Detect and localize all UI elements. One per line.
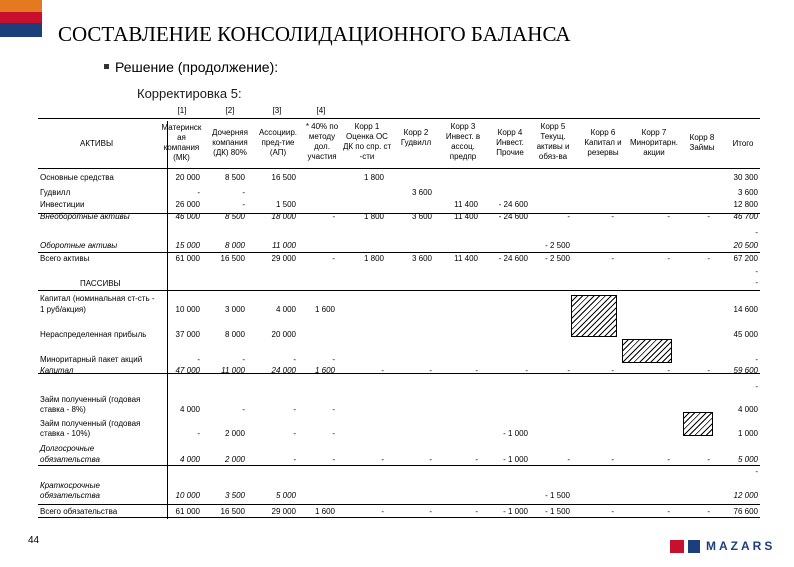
colnum-3: [3] (272, 106, 282, 115)
cell-lt-5: - (429, 455, 432, 464)
cell-total_liab-12: 76 600 (733, 507, 758, 516)
cell-capital_total-11: - (707, 366, 710, 375)
cell-capital_total-0: 47 000 (175, 366, 200, 375)
cell-total_assets-8: - 2 500 (545, 254, 570, 263)
total-dash-4: - (755, 382, 758, 391)
cell-total_assets-3: - (332, 254, 335, 263)
label-os: Основные средства (40, 173, 114, 182)
cell-lt-2: - (293, 455, 296, 464)
cell-current-12: 20 500 (733, 241, 758, 250)
cell-goodwill-0: - (197, 188, 200, 197)
label-invest: Инвестиции (40, 200, 85, 209)
logo-stripe-blue (0, 23, 42, 37)
cell-total_liab-10: - (667, 507, 670, 516)
cell-total_liab-6: - (475, 507, 478, 516)
header-corr3: Корр 3 Инвест. в ассоц. предпр (445, 122, 481, 161)
label-capital-2: 1 руб/акция) (40, 305, 86, 314)
cell-lt-4: - (381, 455, 384, 464)
label-lt-1: Долгосрочные (40, 444, 95, 453)
cell-noncurrent-10: - (667, 212, 670, 221)
cell-lt-8: - (567, 455, 570, 464)
cell-noncurrent-6: 11 400 (454, 212, 478, 221)
table-bottom-rule (38, 517, 760, 518)
brand-name: MAZARS (706, 539, 776, 553)
header-total: Итого (732, 139, 754, 148)
brand-mark-blue (688, 540, 700, 553)
cell-capital_total-2: 24 000 (271, 366, 296, 375)
header-corr1: Корр 1 Оценка ОС ДК по спр. ст -сти (343, 122, 392, 161)
cell-current-1: 8 000 (224, 241, 245, 250)
cell-noncurrent-9: - (611, 212, 614, 221)
cell-lt-1: 2 000 (224, 455, 245, 464)
cell-invest-12: 12 800 (733, 200, 758, 209)
cell-total_assets-9: - (611, 254, 614, 263)
header-dk: Дочерняя компания (ДК) 80% (212, 128, 248, 157)
cell-total_assets-11: - (707, 254, 710, 263)
cell-os-12: 30 300 (733, 173, 758, 182)
cell-invest-2: 1 500 (275, 200, 296, 209)
header-col4: * 40% по методу дол. участия (305, 122, 339, 161)
label-goodwill: Гудвилл (40, 188, 71, 197)
total-dash-1: - (755, 228, 758, 237)
label-current: Оборотные активы (40, 241, 118, 250)
cell-loan8-3: - (332, 405, 335, 414)
cell-loan10-1: 2 000 (224, 429, 245, 438)
label-loan8-1: Займ полученный (годовая (40, 395, 141, 404)
cell-total_assets-10: - (667, 254, 670, 263)
header-ap: Ассоцииp. пред-тие (АП) (258, 128, 298, 157)
cell-retained-0: 37 000 (175, 330, 200, 339)
cell-capital_total-6: - (475, 366, 478, 375)
cell-lt-12: 5 000 (737, 455, 758, 464)
cell-total_liab-1: 16 500 (220, 507, 245, 516)
colnum-1: [1] (177, 106, 187, 115)
hatch-loan (683, 412, 713, 436)
cell-capital_total-12: 59 600 (733, 366, 758, 375)
cell-invest-7: - 24 600 (498, 200, 528, 209)
cell-total_liab-5: - (429, 507, 432, 516)
colnum-2: [2] (225, 106, 235, 115)
cell-lt-3: - (332, 455, 335, 464)
brand-logo (670, 539, 775, 553)
bullet-text: Решение (продолжение): (115, 59, 279, 75)
cell-noncurrent-5: 3 600 (411, 212, 432, 221)
cell-st-12: 12 000 (733, 491, 758, 500)
cell-noncurrent-12: 46 700 (733, 212, 758, 221)
cell-total_liab-7: - 1 000 (503, 507, 528, 516)
total-dash-5: - (755, 467, 758, 476)
cell-st-0: 10 000 (175, 491, 200, 500)
cell-total_liab-4: - (381, 507, 384, 516)
rule-total-assets (38, 252, 760, 253)
cell-capital_total-10: - (667, 366, 670, 375)
cell-loan10-7: - 1 000 (503, 429, 528, 438)
cell-capital_total-4: - (381, 366, 384, 375)
cell-noncurrent-3: - (332, 212, 335, 221)
cell-total_liab-11: - (707, 507, 710, 516)
cell-current-2: 11 000 (272, 241, 296, 250)
cell-total_liab-9: - (611, 507, 614, 516)
rule-longterm (38, 465, 760, 466)
cell-os-4: 1 800 (363, 173, 384, 182)
cell-total_liab-3: 1 600 (314, 507, 335, 516)
cell-capital-0: 10 000 (175, 305, 200, 314)
label-total-assets: Всего активы (40, 254, 90, 263)
header-corr6: Корр 6 Капитал и резервы (584, 128, 622, 157)
cell-total_assets-12: 67 200 (733, 254, 758, 263)
hatch-capital (571, 295, 617, 337)
cell-loan8-2: - (293, 405, 296, 414)
cell-loan8-1: - (242, 405, 245, 414)
label-total-liab: Всего обязательства (40, 507, 118, 516)
cell-invest-6: 11 400 (454, 200, 478, 209)
cell-current-0: 15 000 (175, 241, 200, 250)
cell-capital_total-3: 1 600 (314, 366, 335, 375)
header-corr2: Корр 2 Гудвилл (400, 128, 432, 147)
cell-loan8-0: 4 000 (179, 405, 200, 414)
header-top-rule (38, 118, 760, 119)
subtitle: Корректировка 5: (137, 86, 242, 101)
header-assets: АКТИВЫ (80, 139, 114, 148)
label-minority: Миноритарный пакет акций (40, 355, 143, 364)
cell-lt-10: - (667, 455, 670, 464)
logo-stripe-orange (0, 0, 42, 12)
bullet-icon (104, 64, 109, 69)
cell-goodwill-1: - (242, 188, 245, 197)
label-st-1: Краткосрочные (40, 481, 100, 490)
cell-capital-1: 3 000 (224, 305, 245, 314)
cell-os-0: 20 000 (175, 173, 200, 182)
cell-retained-2: 20 000 (271, 330, 296, 339)
total-dash-3: - (755, 278, 758, 287)
cell-noncurrent-1: 8 500 (224, 212, 245, 221)
cell-capital_total-1: 11 000 (221, 366, 245, 375)
cell-noncurrent-0: 46 000 (175, 212, 200, 221)
cell-lt-11: - (707, 455, 710, 464)
label-capital-1: Капитал (номинальная ст-сть - (40, 294, 155, 303)
cell-noncurrent-2: 18 000 (271, 212, 296, 221)
page-number: 44 (28, 535, 40, 546)
cell-total_assets-6: 11 400 (454, 254, 478, 263)
cell-capital_total-7: - (525, 366, 528, 375)
cell-total_assets-7: - 24 600 (498, 254, 528, 263)
label-noncurrent: Внеоборотные активы (40, 212, 130, 221)
cell-total_assets-5: 3 600 (411, 254, 432, 263)
cell-loan8-12: 4 000 (737, 405, 758, 414)
cell-current-8: - 2 500 (545, 241, 570, 250)
bullet-line (104, 59, 278, 75)
colnum-4: [4] (316, 106, 326, 115)
label-liabilities: ПАССИВЫ (80, 279, 121, 288)
cell-total_assets-2: 29 000 (271, 254, 296, 263)
cell-os-2: 16 500 (271, 173, 296, 182)
label-loan10-2: ставка - 10%) (40, 429, 91, 438)
cell-loan10-12: 1 000 (737, 429, 758, 438)
cell-noncurrent-4: 1 800 (363, 212, 384, 221)
cell-capital_total-9: - (611, 366, 614, 375)
cell-lt-9: - (611, 455, 614, 464)
header-corr8: Корр 8 Займы (689, 133, 715, 152)
cell-total_liab-8: - 1 500 (545, 507, 570, 516)
label-loan10-1: Займ полученный (годовая (40, 419, 141, 428)
cell-minority-1: - (242, 355, 245, 364)
cell-st-1: 3 500 (224, 491, 245, 500)
cell-loan10-3: - (332, 429, 335, 438)
cell-minority-12: - (755, 355, 758, 364)
cell-minority-0: - (197, 355, 200, 364)
page-title: СОСТАВЛЕНИЕ КОНСОЛИДАЦИОННОГО БАЛАНСА (58, 22, 571, 46)
header-corr5: Корр 5 Текущ. активы и обяз-ва (536, 122, 570, 161)
label-loan8-2: ставка - 8%) (40, 405, 86, 414)
cell-minority-3: - (332, 355, 335, 364)
header-mk: Материнск ая компания (МК) (161, 123, 202, 162)
cell-st-2: 5 000 (275, 491, 296, 500)
cell-invest-0: 26 000 (175, 200, 200, 209)
rule-liabilities (38, 290, 760, 291)
cell-total_assets-1: 16 500 (220, 254, 245, 263)
header-bottom-rule (38, 168, 760, 169)
cell-noncurrent-11: - (707, 212, 710, 221)
label-lt-2: обязательства (40, 455, 100, 464)
cell-minority-2: - (293, 355, 296, 364)
cell-total_liab-0: 61 000 (175, 507, 200, 516)
label-st-2: обязательства (40, 491, 100, 500)
cell-capital_total-8: - (567, 366, 570, 375)
cell-lt-0: 4 000 (179, 455, 200, 464)
cell-loan10-2: - (293, 429, 296, 438)
cell-retained-12: 45 000 (733, 330, 758, 339)
cell-total_assets-0: 61 000 (175, 254, 200, 263)
label-retained: Нераспределенная прибыль (40, 330, 147, 339)
cell-loan10-0: - (197, 429, 200, 438)
cell-os-1: 8 500 (224, 173, 245, 182)
brand-mark-red (670, 540, 684, 553)
cell-noncurrent-8: - (567, 212, 570, 221)
total-dash-2: - (755, 267, 758, 276)
cell-capital_total-5: - (429, 366, 432, 375)
label-capital-total: Капитал (40, 366, 74, 375)
cell-lt-7: - 1 000 (503, 455, 528, 464)
cell-capital-2: 4 000 (275, 305, 296, 314)
cell-capital-12: 14 600 (733, 305, 758, 314)
cell-total_liab-2: 29 000 (271, 507, 296, 516)
header-corr7: Корр 7 Миноритарн. акции (629, 128, 679, 157)
cell-goodwill-12: 3 600 (737, 188, 758, 197)
header-corr4: Корр 4 Инвест. Прочие (496, 128, 524, 157)
cell-invest-1: - (242, 200, 245, 209)
cell-total_assets-4: 1 800 (363, 254, 384, 263)
rule-shortterm (38, 504, 760, 505)
cell-retained-1: 8 000 (224, 330, 245, 339)
cell-goodwill-5: 3 600 (411, 188, 432, 197)
cell-st-8: - 1 500 (545, 491, 570, 500)
cell-lt-6: - (475, 455, 478, 464)
cell-noncurrent-7: - 24 600 (498, 212, 528, 221)
logo-stripe-red (0, 12, 42, 23)
hatch-minority (622, 339, 672, 363)
cell-capital-3: 1 600 (314, 305, 335, 314)
